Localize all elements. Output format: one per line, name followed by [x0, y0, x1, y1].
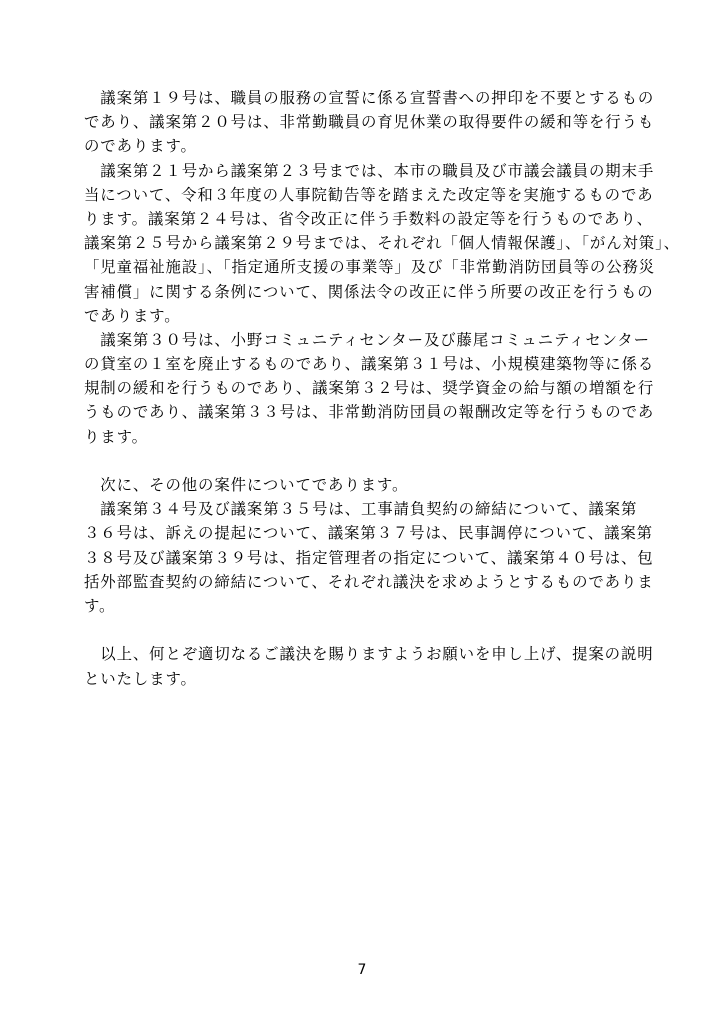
page-number: 7 [357, 962, 367, 978]
text-line: ３６号は、訴えの提起について、議案第３７号は、民事調停について、議案第 [84, 524, 653, 543]
text-line: 括外部監査契約の締結について、それぞれ議決を求めようとするものでありま [84, 572, 654, 591]
text-line: 以上、何とぞ適切なるご議決を賜りますようお願いを申し上げ、提案の説明 [84, 645, 654, 664]
text-line: 議案第２１号から議案第２３号までは、本市の職員及び市議会議員の期末手 [84, 161, 655, 180]
text-line: 規制の緩和を行うものであり、議案第３２号は、奨学資金の給与額の増額を行 [84, 379, 655, 398]
paragraph-gap [84, 449, 644, 473]
paragraph-gap [84, 618, 644, 642]
text-line: であり、議案第２０号は、非常勤職員の育児休業の取得要件の緩和等を行うも [84, 113, 655, 132]
text-line: 議案第２５号から議案第２９号までは、それぞれ「個人情報保護」、「がん対策」、 [84, 234, 680, 253]
text-line: であります。 [84, 306, 181, 325]
text-line: ３８号及び議案第３９号は、指定管理者の指定について、議案第４０号は、包 [84, 548, 654, 567]
text-line: 害補償」に関する条例について、関係法令の改正に伴う所要の改正を行うもの [84, 282, 654, 301]
text-line: のであります。 [84, 137, 197, 156]
text-line: の貸室の１室を廃止するものであり、議案第３１号は、小規模建築物等に係る [84, 355, 655, 374]
text-line: 議案第３４号及び議案第３５号は、工事請負契約の締結について、議案第 [84, 500, 638, 519]
text-line: す。 [84, 596, 116, 615]
text-line: 議案第３０号は、小野コミュニティセンター及び藤尾コミュニティセンター [84, 330, 650, 349]
text-line: ります。 [84, 427, 148, 446]
text-line: ります。議案第２４号は、省令改正に伴う手数料の設定等を行うものであり、 [84, 209, 653, 228]
text-line: といたします。 [84, 669, 197, 688]
text-line: 次に、その他の案件についてであります。 [84, 476, 409, 494]
text-line: うものであり、議案第３３号は、非常勤消防団員の報酬改定等を行うものであ [84, 403, 655, 422]
body-text [84, 86, 680, 691]
text-line: 当について、令和３年度の人事院勧告等を踏まえた改定等を実施するものであ [84, 185, 654, 204]
text-line: 「児童福祉施設」、「指定通所支援の事業等」及び「非常勤消防団員等の公務災 [84, 258, 656, 277]
text-line: 議案第１９号は、職員の服務の宣誓に係る宣誓書への押印を不要とするもの [84, 89, 655, 107]
